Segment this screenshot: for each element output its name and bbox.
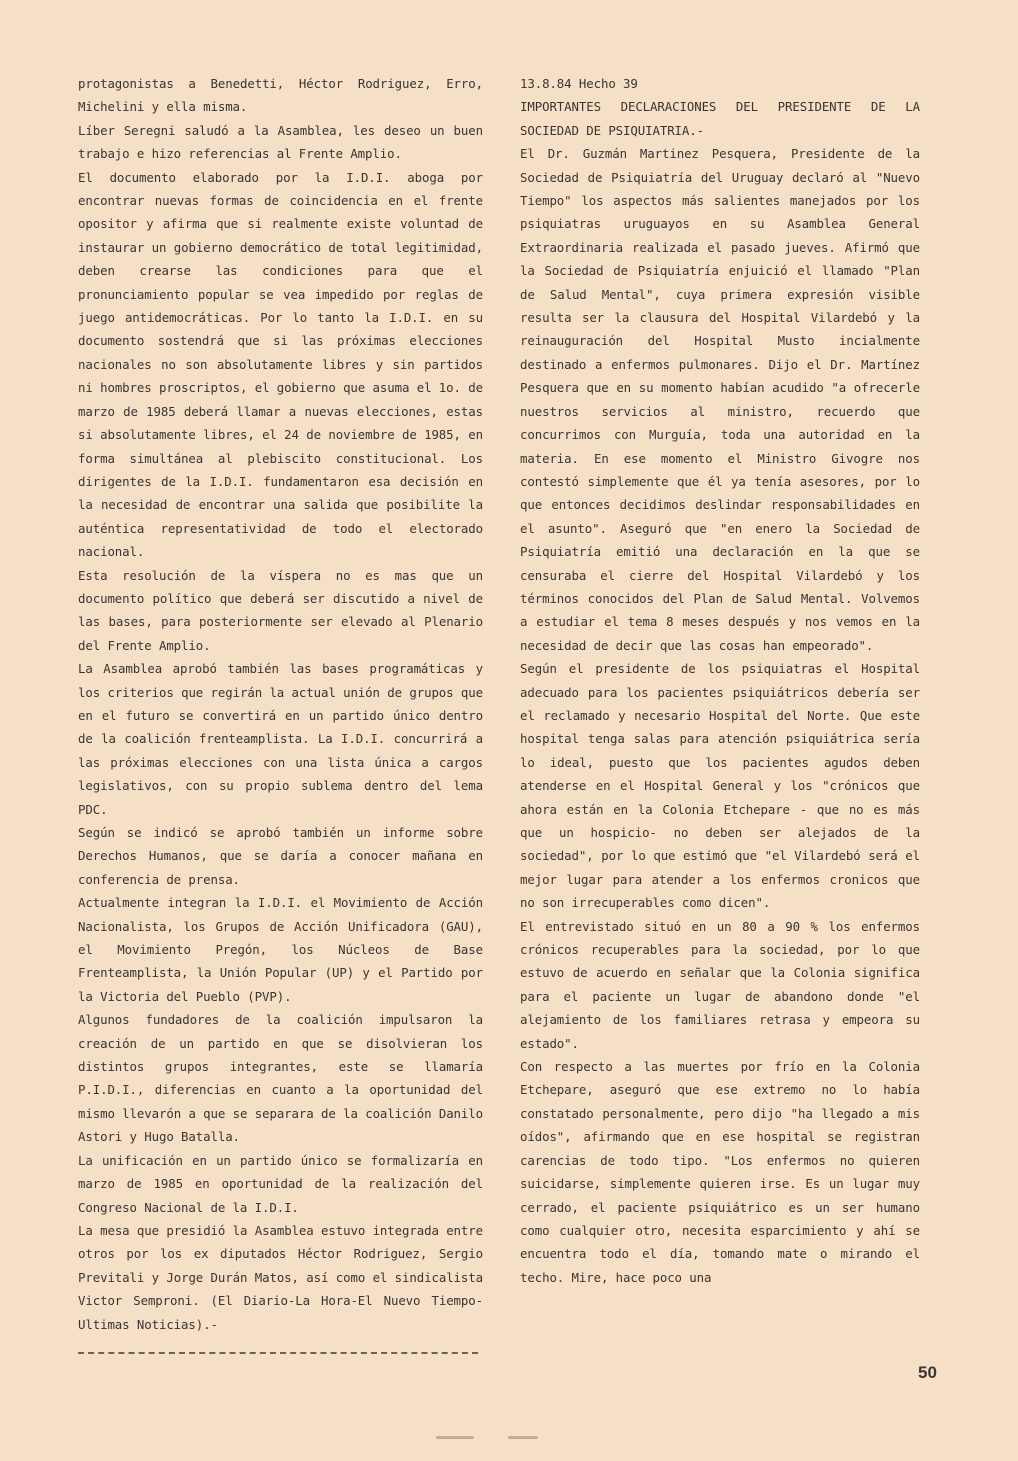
paragraph: protagonistas a Benedetti, Héctor Rodriguez, Erro, Michelini y ella misma. [78, 76, 483, 115]
paragraph: La mesa que presidió la Asamblea estuvo integrada entre otros por los ex diputados Héctor Rodriguez, Sergio Previtali y Jorge Durán Matos, así como el sindicalista Victor Semproni. (El Diario-La Hora-El Nuevo Tiempo-Ultimas Noticias).- [78, 1222, 483, 1332]
left-column [78, 72, 483, 1336]
right-column [520, 72, 920, 1289]
scan-smudge [508, 1436, 538, 1439]
paragraph: El entrevistado situó en un 80 a 90 % los enfermos crónicos recuperables para la sociedad, por lo que estuvo de acuerdo en señalar que la Colonia significa para el paciente un lugar de abandono donde "el alejamiento de los familiares retrasa y empeora su estado". [520, 918, 920, 1051]
paragraph: Esta resolución de la víspera no es mas que un documento político que deberá ser discutido a nivel de las bases, para posteriormente ser elevado al Plenario del Frente Amplio. [78, 567, 483, 653]
page-number: 50 [918, 1363, 937, 1382]
paragraph: Con respecto a las muertes por frío en la Colonia Etchepare, aseguró que ese extremo no lo había constatado personalmente, pero dijo "ha llegado a mis oídos", afirmando que en ese hospital se registran carencias de todo tipo. "Los enfermos no quieren suicidarse, simplemente quieren irse. Es un lugar muy cerrado, el paciente psiquiátrico es un ser humano como cualquier otro, necesita esparcimiento y ahí se encuentra todo el día, tomando mate o mirando el techo. Mire, hace poco una [520, 1059, 920, 1285]
paragraph: La Asamblea aprobó también las bases programáticas y los criterios que regirán la actual unión de grupos que en el futuro se convertirá en un partido único dentro de la coalición frenteamplista. La I.D.I. concurrirá a las próximas elecciones con una lista única a cargos legislativos, con su propio sublema dentro del lema PDC. [78, 661, 483, 817]
dashed-divider [78, 1352, 478, 1354]
paragraph: Actualmente integran la I.D.I. el Movimiento de Acción Nacionalista, los Grupos de Acción Unificadora (GAU), el Movimiento Pregón, los Núcleos de Base Frenteamplista, la Unión Popular (UP) y el Partido por la Victoria del Pueblo (PVP). [78, 895, 483, 1004]
paragraph: Según se indicó se aprobó también un informe sobre Derechos Humanos, que se daría a conocer mañana en conferencia de prensa. [78, 825, 483, 887]
paragraph: El documento elaborado por la I.D.I. aboga por encontrar nuevas formas de coincidencia en el frente opositor y afirma que si realmente existe voluntad de instaurar un gobierno democrático de total legitimidad, deben crearse las condiciones para que el pronunciamiento popular se vea impedido por reglas de juego antidemocráticas. Por lo tanto la I.D.I. en su documento sostendrá que si las próximas elecciones nacionales no son absolutamente libres y sin partidos ni hombres proscriptos, el gobierno que asuma el 1o. de marzo de 1985 deberá llamar a nuevas elecciones, estas si absolutamente libres, el 24 de noviembre de 1985, en forma simultánea al plebiscito constitucional. Los dirigentes de la I.D.I. fundamentaron esa decisión en la necesidad de encontrar una salida que posibilite la auténtica representatividad de todo el electorado nacional. [78, 169, 483, 560]
paragraph: La unificación en un partido único se formalizaría en marzo de 1985 en oportunidad de la realización del Congreso Nacional de la I.D.I. [78, 1152, 483, 1215]
article-header: 13.8.84 Hecho 39 [520, 76, 638, 91]
article-headline: IMPORTANTES DECLARACIONES DEL PRESIDENTE DE LA SOCIEDAD DE PSIQUIATRIA.- [520, 99, 920, 138]
scan-smudge [436, 1436, 474, 1439]
paragraph: Algunos fundadores de la coalición impulsaron la creación de un partido en que se disolvieran los distintos grupos integrantes, este se llamaría P.I.D.I., diferencias en cuanto a la oportunidad del mismo llevarón a que se separara de la coalición Danilo Astori y Hugo Batalla. [78, 1012, 483, 1145]
paragraph: Según el presidente de los psiquiatras el Hospital adecuado para los pacientes psiquiátricos debería ser el reclamado y necesario Hospital del Norte. Que este hospital tenga salas para atención psiquiátrica sería lo ideal, puesto que los pacientes agudos deben atenderse en el Hospital General y los "crónicos que ahora están en la Colonia Etchepare - que no es más que un hospicio- no deben ser alejados de la sociedad", por lo que estimó que "el Vilardebó será el mejor lugar para atender a los enfermos cronicos que no son irrecuperables como dicen". [520, 661, 920, 911]
paragraph: El Dr. Guzmán Martinez Pesquera, Presidente de la Sociedad de Psiquiatría del Uruguay declaró al "Nuevo Tiempo" los aspectos más salientes manejados por los psiquiatras uruguayos en su Asamblea General Extraordinaria realizada el pasado jueves. Afirmó que la Sociedad de Psiquiatría enjuició el llamado "Plan de Salud Mental", cuya primera expresión visible resulta ser la clausura del Hospital Vilardebó y la reinauguración del Hospital Musto incialmente destinado a enfermos pulmonares. Dijo el Dr. Martínez Pesquera que en su momento habían acudido "a ofrecerle nuestros servicios al ministro, recuerdo que concurrimos con Murguía, toda una autoridad en la materia. En ese momento el Ministro Givogre nos contestó simplemente que él ya tenía asesores, por lo que entonces decidimos deslindar responsabilidades en el asunto". Aseguró que "en enero la Sociedad de Psiquiatría emitió una declaración en la que se censuraba el cierre del Hospital Vilardebó y los términos conocidos del Plan de Salud Mental. Volvemos a estudiar el tema 8 meses después y nos vemos en la necesidad de decir que las cosas han empeorado". [520, 146, 920, 653]
paragraph: Líber Seregni saludó a la Asamblea, les deseo un buen trabajo e hizo referencias al Frente Amplio. [78, 122, 483, 162]
